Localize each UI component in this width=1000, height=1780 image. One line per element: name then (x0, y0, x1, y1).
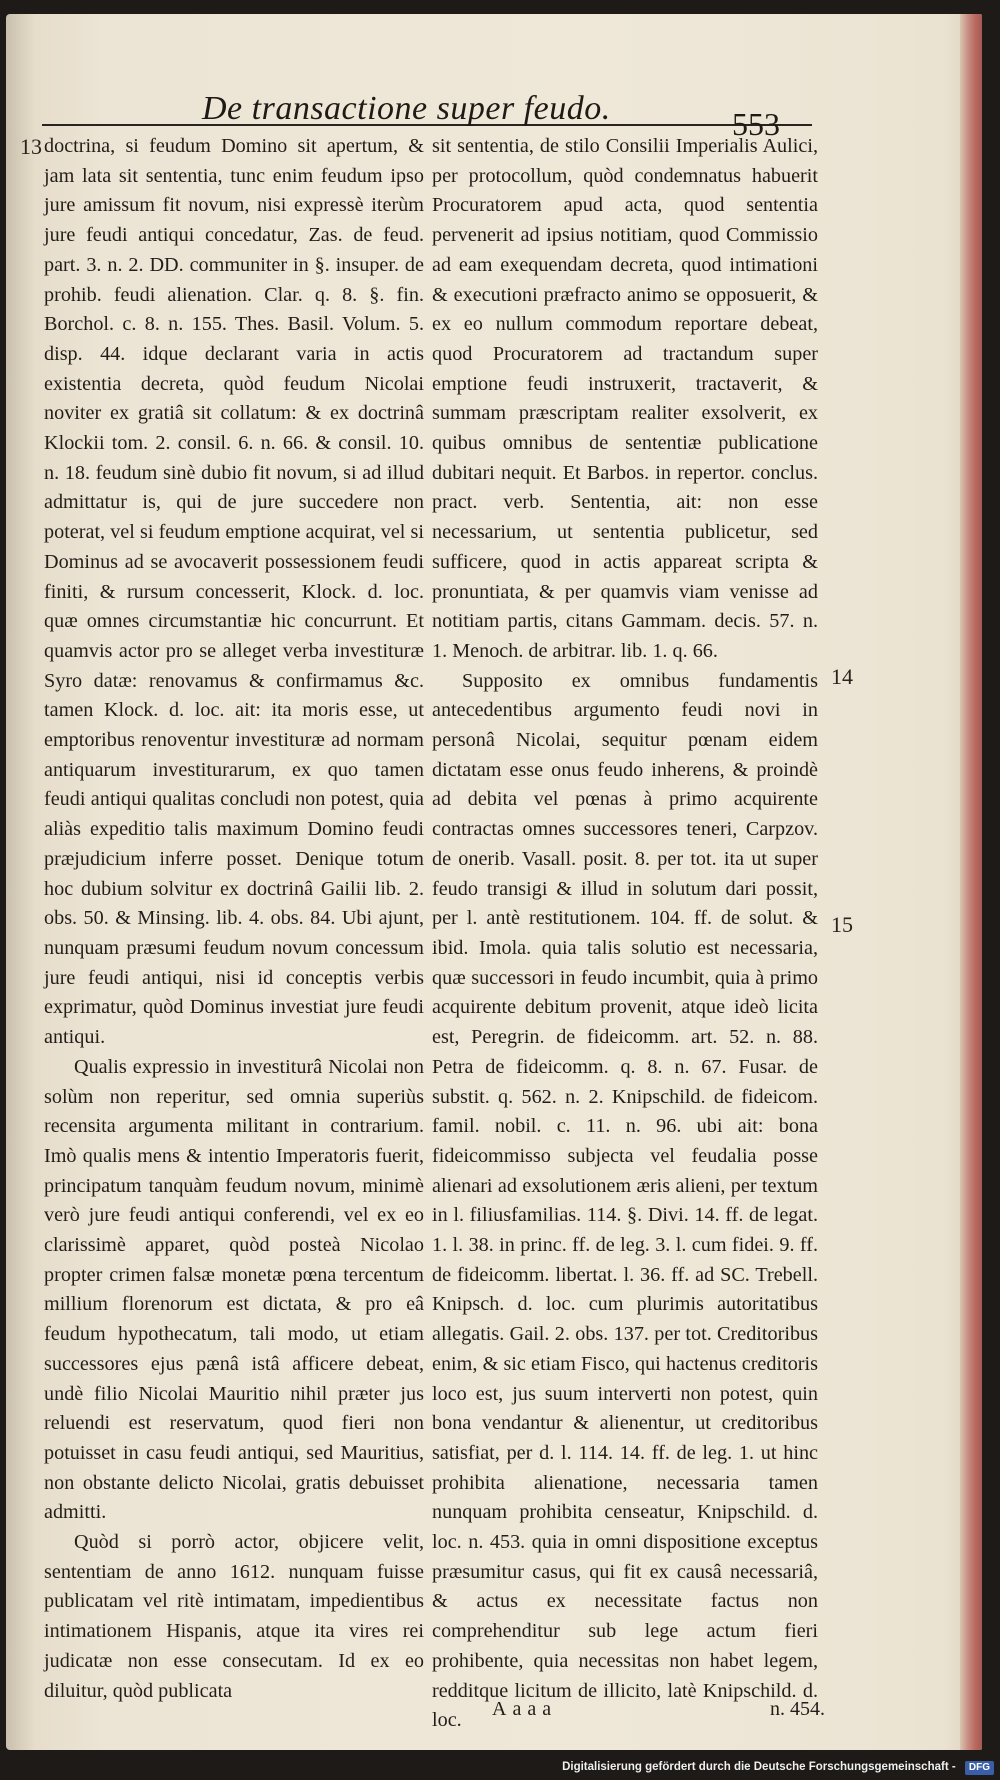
signature-mark: Aaaa (492, 1698, 558, 1720)
margin-number-14: 14 (831, 664, 853, 689)
paragraph: doctrina, si feudum Domino sit apertum, & jam lata sit sententia, tunc enim feudum ipso jure amissum fit novum, nisi expressè iterùm jure feudi antiqui concedatur, Zas. de feud. part. 3. n. 2. DD. communiter in §. insuper. de prohib. feudi alienation. Clar. q. 8. §. fin. Borchol. c. 8. n. 155. Thes. Basil. Volum. 5. disp. 44. idque declarant varia in actis existentia decreta, quòd feudum Nicolai noviter ex gratiâ sit collatum: & ex doctrinâ Klockii tom. 2. consil. 6. n. 66. & consil. 10. n. 18. feudum sinè dubio fit novum, si ad illud admittatur is, qui de jure succedere non poterat, vel si feudum emptione acquirat, vel si Dominus ad se avocaverit possessionem feudi finiti, & rursum concesserit, Klock. d. loc. quæ omnes circumstantiæ hic concurrunt. Et quamvis actor pro se alleget verba investituræ Syro datæ: renovamus & confirmamus &c. tamen Klock. d. loc. ait: ita moris esse, ut emptoribus renoventur investituræ ad normam antiquarum investiturarum, ex quo tamen feudi antiqui qualitas concludi non potest, quia aliàs expeditio talis maximum Domino feudi præjudicium inferre posset. Denique totum hoc dubium solvitur ex doctrinâ Gailii lib. 2. obs. 50. & Minsing. lib. 4. obs. 84. Ubi ajunt, nunquam præsumi feudum novum concessum jure feudi antiqui, nisi id conceptis verbis exprimatur, quòd Dominus investiat jure feudi antiqui. (44, 135, 424, 1049)
page-edge (960, 14, 982, 1750)
digitization-credit (0, 1756, 1000, 1779)
page-number: 553 (732, 106, 780, 142)
running-head: De transactione super feudo. (202, 90, 611, 127)
dfg-logo: DFG (965, 1761, 994, 1775)
book-page (6, 14, 982, 1750)
credit-text: Digitalisierung gefördert durch die Deutsche Forschungsgemeinschaft - (562, 1761, 956, 1773)
right-column (432, 132, 818, 1736)
paragraph: Supposito ex omnibus fundamentis antecedentibus argumento feudi novi in personâ Nicolai, sequitur pœnam eidem dictatam esse onus feudo inherens, & proindè ad debita vel pœnas à primo acquirente contractas omnes successores teneri, Carpzov. de onerib. Vasall. posit. 8. per tot. ita ut super feudo transigi & illud in solutum dari possit, per l. antè restitutionem. 104. ff. de solut. & ibid. Imola. quia talis solutio est necessaria, quæ successori in feudo incumbit, quia à primo acquirente debitum provenit, atque ideò licita est, Peregrin. de fideicomm. art. 52. n. 88. Petra de fideicomm. q. 8. n. 67. Fusar. de substit. q. 562. n. 2. Knipschild. de fideicom. famil. nobil. c. 11. n. 96. ubi ait: bona fideicommisso subjecta vel feudalia posse alienari ad exsolutionem æris alieni, per textum in l. filiusfamilias. 114. §. Divi. 14. ff. de legat. 1. l. 38. in princ. ff. de leg. 3. l. cum fidei. 9. ff. de fideicomm. libertat. l. 36. ff. ad SC. Trebell. Knipsch. d. loc. cum plurimis autoritatibus allegatis. Gail. 2. obs. 137. per tot. Creditoribus enim, & sic etiam Fisco, qui hactenus creditoris loco est, jus suum interverti non potest, quin bona vendantur & alienentur, ut creditoribus satisfiat, per d. l. 114. 14. ff. de leg. 1. ut hinc prohibita alienatione, necessaria tamen nunquam prohibita censeatur, Knipschild. d. loc. n. 453. quia in omni dispositione exceptus præsumitur casus, qui fit ex causâ necessariâ, & actus ex necessitate factus non comprehenditur sub lege actum fieri prohibente, quia necessitas non habet legem, redditque licitum de illicito, latè Knipschild. d. loc. (432, 669, 818, 1732)
margin-number-15: 15 (831, 912, 853, 937)
paragraph: sit sententia, de stilo Consilii Imperialis Aulici, per protocollum, quòd condemnatus habuerit Procuratorem apud acta, quod sententia pervenerit ad ipsius notitiam, quod Commissio ad eam exequendam decreta, quod intimationi & executioni præfracto animo se opposuerit, & ex eo nullum commodum reportare debeat, quod Procuratorem ad tractandum super emptione feudi instruxerit, tractaverit, & summam præscriptam realiter exsolverit, ex quibus omnibus de sententiæ publicatione dubitari nequit. Et Barbos. in repertor. conclus. pract. verb. Sententia, ait: non esse necessarium, ut sententia publicetur, sed sufficere, quod in actis appareat scripta & pronuntiata, & per quamvis viam venisse ad notitiam partis, citans Gammam. decis. 57. n. 1. Menoch. de arbitrar. lib. 1. q. 66. (432, 135, 818, 662)
catchword: n. 454. (770, 1698, 825, 1720)
left-column (44, 132, 424, 1706)
paragraph: Quòd si porrò actor, objicere velit, sententiam de anno 1612. nunquam fuisse publicatam vel ritè intimatam, impedientibus intimationem Hispanis, atque ita vires rei judicatæ non esse consecutam. Id ex eo diluitur, quòd publicata (44, 1531, 424, 1702)
margin-number-13: 13 (20, 134, 42, 159)
page-header (42, 66, 812, 142)
paragraph: Qualis expressio in investiturâ Nicolai non solùm non reperitur, sed omnia superiùs recensita argumenta militant in contrarium. Imò qualis mens & intentio Imperatoris fuerit, principatum tanquàm feudum novum, minimè verò jure feudi antiqui conferendi, vel ex eo clarissimè apparet, quòd posteà Nicolao propter crimen falsæ monetæ pœna tercentum millium florenorum est dictata, & pro eâ feudum hypothecatum, tali modo, ut etiam successores ejus pænâ istâ afficere debeat, undè filio Nicolai Mauritio nihil præter jus reluendi est reservatum, quod fieri non potuisset in casu feudi antiqui, sed Mauritius, non obstante delicto Nicolai, gratis debuisset admitti. (44, 1055, 424, 1524)
